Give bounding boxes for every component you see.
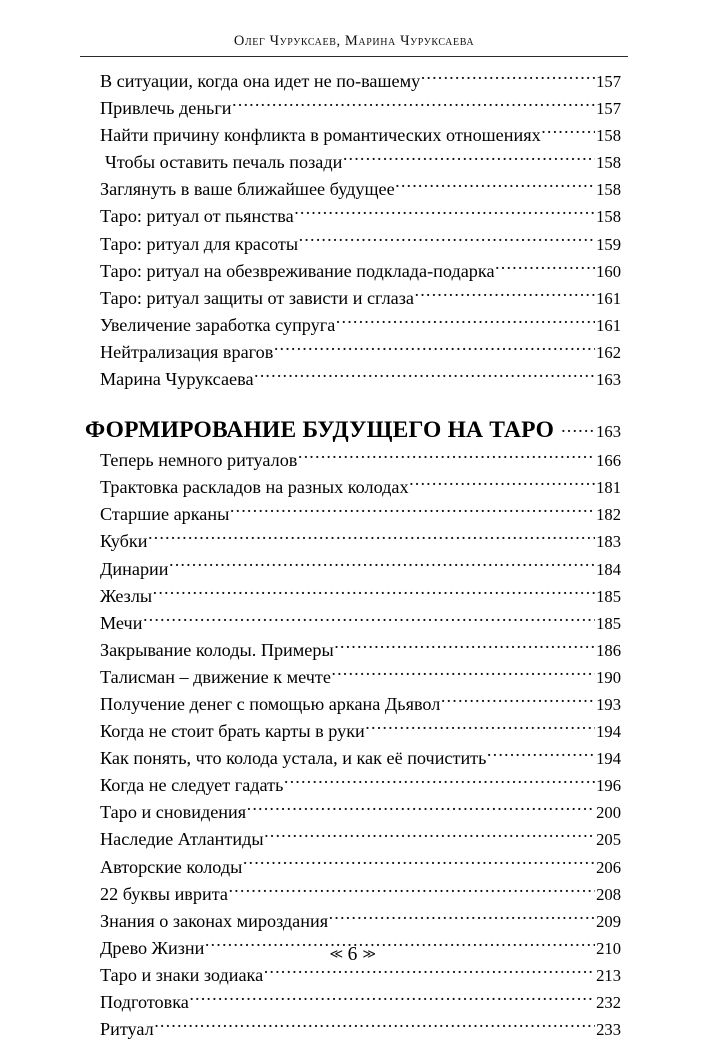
toc-page-number: 158 xyxy=(596,207,621,227)
header-rule xyxy=(80,56,628,57)
toc-page-number: 183 xyxy=(596,532,621,552)
toc-dot-leader xyxy=(395,177,595,195)
toc-dot-leader xyxy=(298,448,595,466)
toc-entry-title: Кубки xyxy=(100,531,148,552)
toc-entry[interactable] xyxy=(100,176,621,203)
toc-entry-title: Древо Жизни xyxy=(100,937,205,958)
toc-entry[interactable] xyxy=(100,258,621,285)
toc-dot-leader xyxy=(336,313,595,331)
toc-dot-leader xyxy=(274,340,595,358)
toc-entry[interactable] xyxy=(100,826,621,853)
toc-entry[interactable] xyxy=(100,556,621,583)
toc-entry[interactable] xyxy=(100,231,621,258)
running-head: Олег Чуруксаев, Марина Чуруксаева xyxy=(233,33,475,49)
toc-dot-leader xyxy=(441,692,595,710)
toc-entry[interactable] xyxy=(100,583,621,610)
toc-entry-title: Ритуал xyxy=(100,1019,154,1040)
toc-page-number: 209 xyxy=(596,911,621,931)
toc-dot-leader xyxy=(334,638,595,656)
toc-entry-title: Найти причину конфликта в романтических отношениях xyxy=(100,125,541,146)
toc-entry[interactable] xyxy=(100,854,621,881)
toc-page-number: 194 xyxy=(596,722,621,742)
toc-entry-title: 22 буквы иврита xyxy=(100,883,228,904)
toc-page-number: 210 xyxy=(596,938,621,958)
toc-entry[interactable] xyxy=(100,501,621,528)
toc-entry-title: Подготовка xyxy=(100,992,189,1012)
toc-entry[interactable] xyxy=(100,772,621,799)
toc-entry-title: Таро: ритуал для красоты xyxy=(100,233,299,254)
toc-dot-leader xyxy=(331,665,595,683)
ornament-left-icon: ≪ xyxy=(329,946,343,961)
toc-chapter-title: ФОРМИРОВАНИЕ БУДУЩЕГО НА ТАРО xyxy=(85,417,555,444)
toc-dot-leader xyxy=(169,556,595,574)
toc-dot-leader xyxy=(254,367,595,385)
toc-page-number: 162 xyxy=(596,342,621,362)
toc-entry[interactable] xyxy=(100,312,621,339)
toc-page-number: 166 xyxy=(596,451,621,471)
toc-entry[interactable] xyxy=(100,203,621,230)
toc-dot-leader xyxy=(232,96,595,114)
toc-entry-title: Привлечь деньги xyxy=(100,98,232,119)
toc-dot-leader xyxy=(230,502,595,520)
toc-entry[interactable] xyxy=(100,366,621,393)
toc-entry[interactable] xyxy=(100,95,621,122)
toc-entry[interactable] xyxy=(100,691,621,718)
toc-dot-leader xyxy=(243,854,595,872)
toc-entry[interactable] xyxy=(100,799,621,826)
toc-page-number: 196 xyxy=(596,776,621,796)
toc-page-number: 163 xyxy=(596,370,621,390)
toc-entry-title: Трактовка раскладов на разных колодах xyxy=(100,477,409,498)
toc-dot-leader xyxy=(294,204,595,222)
toc-page-number: 193 xyxy=(596,694,621,714)
toc-entry-title: Знания о законах мироздания xyxy=(100,910,329,931)
toc-entry-title: Таро и знаки зодиака xyxy=(100,964,264,985)
toc-dot-leader xyxy=(247,800,595,818)
toc-entry-title: Талисман – движение к мечте xyxy=(100,666,331,687)
toc-chapter-entry[interactable] xyxy=(85,417,621,444)
toc-entry-title: Когда не следует гадать xyxy=(100,775,284,796)
toc-page-number: 160 xyxy=(596,261,621,281)
toc-entry[interactable] xyxy=(100,637,621,664)
toc-page-number: 186 xyxy=(596,640,621,660)
toc-entry[interactable] xyxy=(100,447,621,474)
toc-page-number: 181 xyxy=(596,478,621,498)
toc-dot-leader xyxy=(148,529,595,547)
toc-entry-title: Чтобы оставить печаль позади xyxy=(105,152,343,173)
toc-page-number: 205 xyxy=(596,830,621,850)
toc-entry-title: Старшие арканы xyxy=(100,504,230,525)
toc-page-number: 157 xyxy=(596,72,621,91)
toc-page-number: 185 xyxy=(596,586,621,606)
toc-page-number: 190 xyxy=(596,667,621,687)
toc-entry-title: Заглянуть в ваше ближайшее будущее xyxy=(100,179,395,200)
toc-dot-leader xyxy=(228,881,595,899)
toc-entry-title: Таро: ритуал защиты от зависти и сглаза xyxy=(100,287,414,308)
toc-entry-title: Жезлы xyxy=(100,585,153,606)
toc-page-number: 161 xyxy=(596,315,621,335)
toc-entry-title: В ситуации, когда она идет не по-вашему xyxy=(100,71,421,91)
toc-dot-leader xyxy=(409,475,595,493)
toc-entry-title: Когда не стоит брать карты в руки xyxy=(100,721,365,742)
toc-entry-title: Получение денег с помощью аркана Дьявол xyxy=(100,693,441,714)
toc-dot-leader xyxy=(415,286,596,304)
toc-dot-leader xyxy=(284,773,595,791)
toc-entry[interactable] xyxy=(100,664,621,691)
toc-dot-leader xyxy=(541,123,595,141)
toc-entry-title: Наследие Атлантиды xyxy=(100,829,264,850)
toc-entry[interactable] xyxy=(105,149,621,176)
toc-page-number: 232 xyxy=(596,993,621,1012)
toc-dot-leader xyxy=(189,990,595,1008)
toc-page-number: 158 xyxy=(596,180,621,200)
toc-entry-title: Авторские колоды xyxy=(100,856,243,877)
toc-entry-title: Таро и сновидения xyxy=(100,802,247,823)
toc-entry-title: Таро: ритуал на обезвреживание подклада-подарка xyxy=(100,260,495,281)
toc-entry-title: Как понять, что колода устала, и как её почистить xyxy=(100,748,487,769)
toc-page-number: 158 xyxy=(596,126,621,146)
toc-dot-leader xyxy=(487,746,595,764)
toc-entry[interactable] xyxy=(100,68,621,95)
toc-dot-leader xyxy=(143,611,595,629)
toc-entry[interactable] xyxy=(100,122,621,149)
toc-page-number: 206 xyxy=(596,857,621,877)
toc-page-number: 233 xyxy=(596,1020,621,1040)
toc-entry[interactable] xyxy=(100,610,621,637)
toc-dot-leader xyxy=(421,69,595,87)
toc-dot-leader xyxy=(329,909,596,927)
toc-dot-leader xyxy=(561,421,596,437)
toc-page-number: 200 xyxy=(596,803,621,823)
toc-entry[interactable] xyxy=(100,989,621,1016)
toc-page-number: 159 xyxy=(596,234,621,254)
toc-entry[interactable] xyxy=(100,339,621,366)
toc-page-number: 194 xyxy=(596,749,621,769)
ornament-right-icon: ≫ xyxy=(362,946,376,961)
toc-page-number: 182 xyxy=(596,505,621,525)
toc-entry-title: Закрывание колоды. Примеры xyxy=(100,639,334,660)
toc-entry-title: Увеличение заработка супруга xyxy=(100,314,336,335)
toc-dot-leader xyxy=(495,258,595,276)
toc-entry[interactable] xyxy=(100,474,621,501)
toc-page-number: 185 xyxy=(596,613,621,633)
page-folio xyxy=(0,944,705,966)
toc-page-number: 157 xyxy=(596,99,621,119)
toc-entry[interactable] xyxy=(100,285,621,312)
toc-page-number: 163 xyxy=(596,422,621,442)
toc-page-number: 184 xyxy=(596,559,621,579)
table-of-contents xyxy=(0,68,705,1043)
toc-dot-leader xyxy=(365,719,595,737)
toc-page-number: 161 xyxy=(596,288,621,308)
toc-entry[interactable] xyxy=(100,1016,621,1043)
toc-entry-title: Теперь немного ритуалов xyxy=(100,450,298,471)
toc-entry[interactable] xyxy=(100,908,621,935)
toc-entry-title: Нейтрализация врагов xyxy=(100,341,274,362)
toc-entry[interactable] xyxy=(100,718,621,745)
toc-dot-leader xyxy=(154,1017,595,1035)
toc-page-number: 213 xyxy=(596,965,621,985)
toc-dot-leader xyxy=(343,150,595,168)
toc-dot-leader xyxy=(153,583,595,601)
toc-page-number: 158 xyxy=(596,153,621,173)
toc-entry-title: Динарии xyxy=(100,558,169,579)
toc-entry[interactable] xyxy=(100,745,621,772)
toc-entry-title: Таро: ритуал от пьянства xyxy=(100,206,294,227)
toc-entry-title: Марина Чуруксаева xyxy=(100,369,254,390)
toc-dot-leader xyxy=(264,827,595,845)
folio-number: 6 xyxy=(347,944,358,965)
toc-dot-leader xyxy=(299,231,596,249)
toc-entry-title: Мечи xyxy=(100,612,143,633)
toc-entry[interactable] xyxy=(100,881,621,908)
toc-entry[interactable] xyxy=(100,528,621,555)
toc-page-number: 208 xyxy=(596,884,621,904)
